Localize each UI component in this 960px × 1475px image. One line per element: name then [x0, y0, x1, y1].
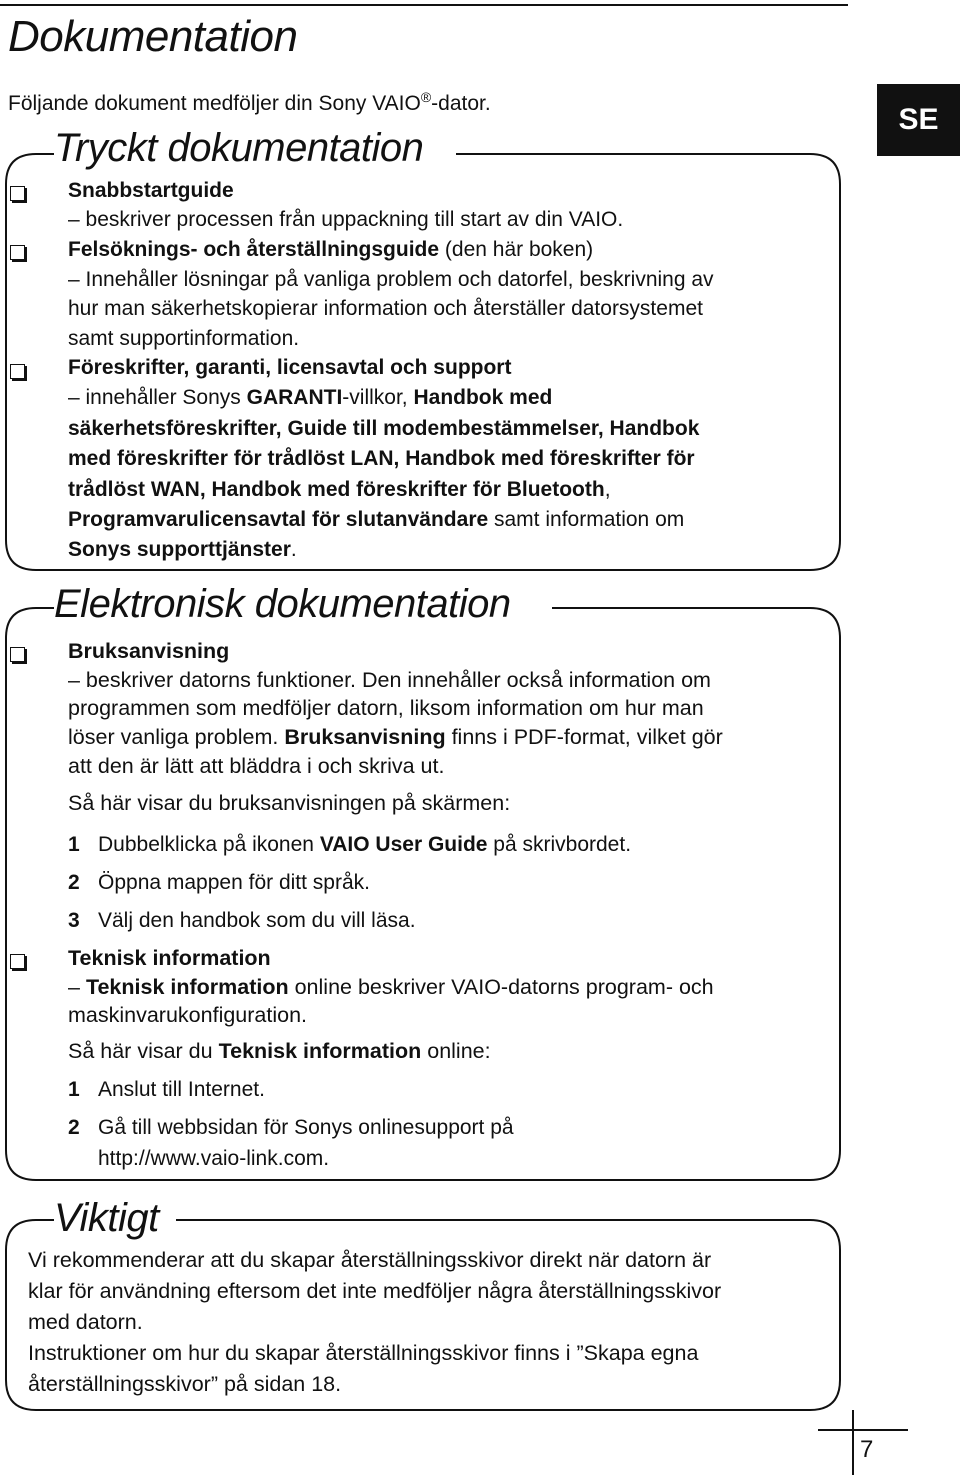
item-title [68, 637, 229, 666]
text-run-bold: Handbok med [413, 386, 553, 409]
howto-line: Så här visar du bruksanvisningen på skärmen: [68, 791, 511, 815]
item-title [68, 235, 593, 265]
item-desc-line [68, 383, 552, 413]
checkbox-icon [10, 647, 25, 662]
text-run-bold: trådlöst WAN, Handbok med föreskrifter för Bluetooth [68, 478, 605, 501]
item-desc-line: samt supportinformation. [68, 327, 300, 350]
important-line: klar för användning eftersom det inte medföljer några återställningsskivor [28, 1279, 722, 1303]
step-link-text: http://www.vaio-link.com. [98, 1147, 330, 1170]
text-run: online beskriver VAIO-datorns program- och [288, 975, 714, 999]
text-run-bold: Teknisk information [85, 975, 289, 999]
item-title [68, 944, 271, 973]
page-number: 7 [860, 1436, 874, 1463]
text-run: online: [421, 1039, 491, 1063]
step-text: Välj den handbok som du vill läsa. [98, 909, 416, 932]
text-run: finns i PDF-format, vilket gör [445, 725, 723, 749]
text-run: . [290, 538, 297, 561]
important-line: Vi rekommenderar att du skapar återställningsskivor direkt när datorn är [28, 1248, 712, 1272]
item-desc-line: att den är lätt att bläddra i och skriva ut. [68, 754, 445, 778]
text-run: -villkor, [342, 386, 414, 409]
text-run: – innehåller Sonys [68, 386, 247, 409]
item-desc-line: – beskriver datorns funktioner. Den innehåller också information om [68, 668, 711, 692]
important-heading: Viktigt [54, 1198, 163, 1238]
item-title [68, 353, 511, 383]
text-run-bold: Programvarulicensavtal för slutanvändare [68, 508, 489, 531]
item-desc: – beskriver processen från uppackning till start av din VAIO. [68, 208, 624, 231]
important-line: Instruktioner om hur du skapar återställningsskivor finns i ”Skapa egna [28, 1341, 699, 1365]
item-desc-line [68, 723, 723, 752]
text-run: på skrivbordet. [487, 833, 632, 856]
item-title-text: Felsöknings- och återställningsguide [68, 238, 440, 261]
text-run-bold: Teknisk information [218, 1039, 422, 1063]
item-desc-line: – Innehåller lösningar på vanliga problem och datorfel, beskrivning av [68, 268, 714, 291]
text-run-bold: Sonys supporttjänster [68, 538, 291, 561]
text-run: – [68, 975, 86, 999]
important-line: återställningsskivor” på sidan 18. [28, 1372, 342, 1396]
page-title: Dokumentation [8, 12, 298, 61]
item-title-text: Teknisk information [68, 946, 271, 970]
item-desc-line: programmen som medföljer datorn, liksom information om hur man [68, 696, 704, 720]
item-desc-line [68, 505, 684, 535]
item-desc-line [68, 475, 611, 505]
text-run: , [604, 478, 611, 501]
item-title-text: Föreskrifter, garanti, licensavtal och support [68, 356, 512, 379]
text-run: samt information om [488, 508, 685, 531]
item-desc-line: hur man säkerhetskopierar information och återställer datorsystemet [68, 297, 703, 320]
step-number: 2 [68, 871, 80, 894]
intro-text-end: -dator. [431, 92, 491, 115]
item-desc-line: säkerhetsföreskrifter, Guide till modembestämmelser, Handbok [68, 417, 700, 440]
step-number: 3 [68, 909, 80, 932]
printed-heading: Tryckt dokumentation [54, 128, 427, 168]
text-run: Så här visar du [68, 1039, 219, 1063]
electronic-heading: Elektronisk dokumentation [54, 584, 515, 624]
item-title-text: Snabbstartguide [68, 179, 234, 202]
item-title [68, 176, 234, 206]
text-run: Dubbelklicka på ikonen [98, 833, 320, 856]
howto-line [68, 1037, 491, 1066]
item-title-suffix: (den här boken) [439, 238, 594, 261]
item-desc-line: med föreskrifter för trådlöst LAN, Handbok med föreskrifter för [68, 447, 695, 470]
text-run: löser vanliga problem. [68, 725, 285, 749]
item-desc-line: maskinvarukonfiguration. [68, 1003, 308, 1027]
checkbox-icon [10, 364, 25, 379]
checkbox-icon [10, 186, 25, 201]
step-number: 2 [68, 1116, 80, 1139]
text-run-bold: GARANTI [246, 386, 343, 409]
text-run-bold: VAIO User Guide [319, 833, 488, 856]
step-number: 1 [68, 1078, 80, 1101]
step-text [98, 830, 631, 860]
step-text: Anslut till Internet. [98, 1078, 265, 1101]
language-tab: SE [877, 84, 960, 156]
registered-mark: ® [420, 89, 432, 105]
step-text: Öppna mappen för ditt språk. [98, 871, 370, 894]
item-desc-line [68, 973, 714, 1002]
step-text: Gå till webbsidan för Sonys onlinesupport på [98, 1116, 514, 1139]
intro-text-main: Följande dokument medföljer din Sony VAIO [8, 92, 421, 115]
checkbox-icon [10, 954, 25, 969]
intro-text [8, 82, 491, 119]
item-title-text: Bruksanvisning [68, 639, 230, 663]
step-number: 1 [68, 833, 80, 856]
text-run-bold: Bruksanvisning [284, 725, 446, 749]
item-desc-line [68, 535, 297, 565]
checkbox-icon [10, 245, 25, 260]
important-line: med datorn. [28, 1310, 143, 1334]
